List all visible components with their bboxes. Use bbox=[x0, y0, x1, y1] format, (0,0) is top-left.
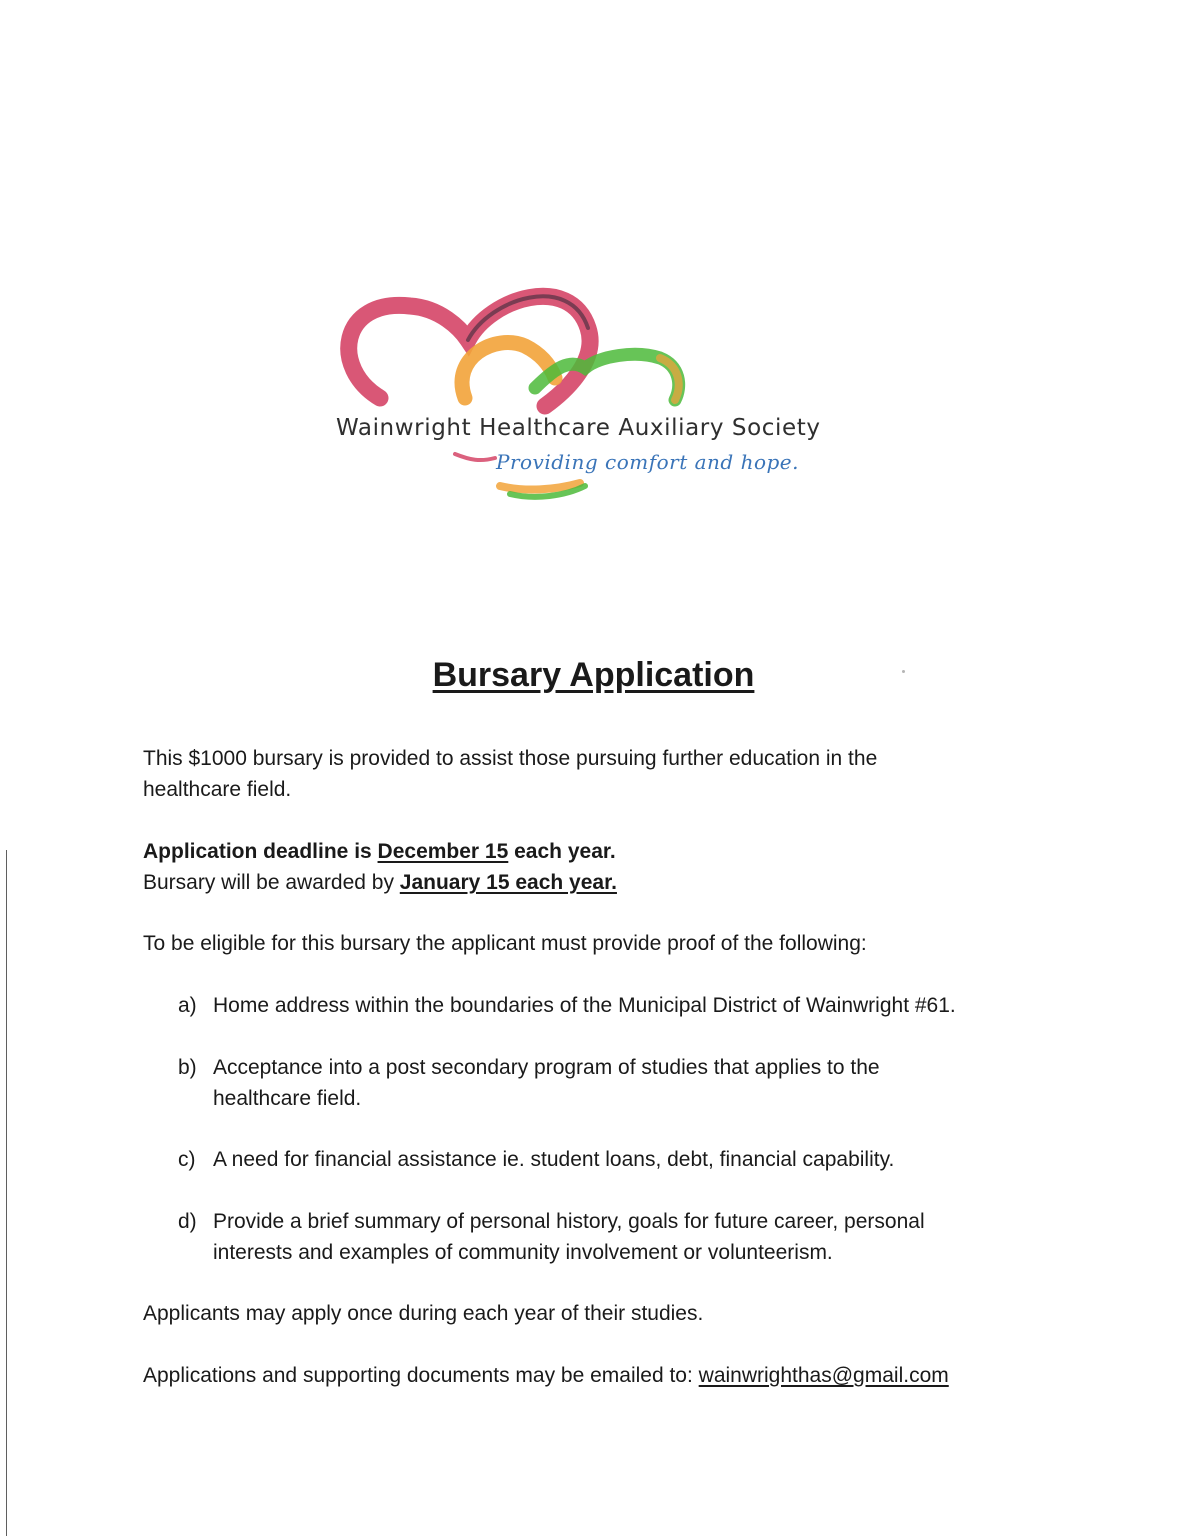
requirement-text: A need for financial assistance ie. student loans, debt, financial capability. bbox=[213, 1148, 895, 1171]
page-title: Bursary Application bbox=[432, 656, 755, 694]
email-link[interactable]: wainwrighthas@gmail.com bbox=[698, 1364, 949, 1387]
requirement-text: Acceptance into a post secondary program of studies that applies to the bbox=[213, 1056, 880, 1079]
requirement-text-cont: healthcare field. bbox=[213, 1087, 362, 1110]
email-paragraph bbox=[143, 1360, 1063, 1391]
tagline: Providing comfort and hope. bbox=[496, 450, 799, 474]
requirement-text: Provide a brief summary of personal history, goals for future career, personal bbox=[213, 1210, 925, 1233]
list-marker: a) bbox=[178, 994, 197, 1017]
requirement-text-cont: interests and examples of community involvement or volunteerism. bbox=[213, 1241, 833, 1264]
list-marker: d) bbox=[178, 1210, 197, 1233]
deadline-suffix: each year. bbox=[508, 840, 616, 863]
intro-paragraph bbox=[143, 743, 1063, 805]
org-name: Wainwright Healthcare Auxiliary Society bbox=[336, 415, 821, 441]
deadline-date: December 15 bbox=[377, 840, 509, 863]
logo bbox=[330, 278, 870, 508]
award-date: January 15 each year. bbox=[399, 871, 617, 894]
deadline-prefix: Application deadline is bbox=[143, 840, 378, 863]
scan-speck bbox=[902, 670, 905, 673]
requirement-text: Home address within the boundaries of the Municipal District of Wainwright #61. bbox=[213, 994, 956, 1017]
eligibility-intro: To be eligible for this bursary the applicant must provide proof of the following: bbox=[143, 932, 867, 955]
requirement-list-item bbox=[178, 990, 1078, 1021]
list-marker: b) bbox=[178, 1056, 197, 1079]
list-marker: c) bbox=[178, 1148, 196, 1171]
scan-edge-line bbox=[6, 850, 7, 1536]
apply-once-note: Applicants may apply once during each year of their studies. bbox=[143, 1302, 704, 1325]
award-line bbox=[143, 871, 617, 894]
requirement-list-item bbox=[178, 1144, 1078, 1175]
deadline-paragraph bbox=[143, 836, 1063, 898]
intro-line-2: healthcare field. bbox=[143, 778, 292, 801]
intro-line-1: This $1000 bursary is provided to assist those pursuing further education in the bbox=[143, 747, 878, 770]
deadline-line bbox=[143, 840, 616, 863]
email-prefix: Applications and supporting documents may be emailed to: bbox=[143, 1364, 699, 1387]
requirement-list-item bbox=[178, 1052, 1078, 1114]
award-prefix: Bursary will be awarded by bbox=[143, 871, 400, 894]
requirement-list-item bbox=[178, 1206, 1078, 1268]
